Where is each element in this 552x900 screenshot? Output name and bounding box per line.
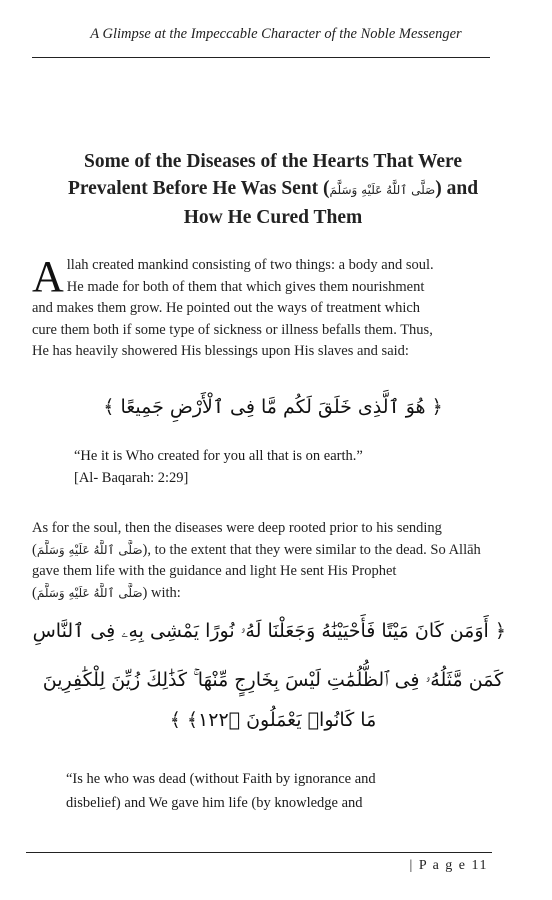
drop-cap: A <box>32 252 64 301</box>
paragraph-line: As for the soul, then the diseases were deep rooted prior to his sending <box>32 520 442 536</box>
chapter-title <box>40 148 506 231</box>
translation-line: disbelief) and We gave him life (by knowledge and <box>66 795 363 811</box>
page-number: | P a g e 11 <box>409 858 488 873</box>
paragraph-line: He made for both of them that which gives them nourishment <box>66 278 425 295</box>
translation-line: “Is he who was dead (without Faith by ignorance and <box>66 771 376 787</box>
paragraph-line: He has heavily showered His blessings upon His slaves and said: <box>32 343 409 359</box>
paragraph-intro <box>32 252 488 363</box>
chapter-title-line-1: Some of the Diseases of the Hearts That Were <box>83 151 463 172</box>
chapter-title-line-2b: ) and <box>435 178 479 199</box>
verse-translation <box>66 767 486 815</box>
paren-open: ( <box>32 541 37 558</box>
paragraph-line: llah created mankind consisting of two things: a body and soul. <box>66 257 434 273</box>
paragraph-line: cure them both if some type of sickness or illness befalls them. Thus, <box>32 321 433 338</box>
paragraph-line-rest: ), to the extent that they were similar to the dead. So Allāh <box>142 541 481 558</box>
salawat-glyph: صَلَّى ٱللَّهُ عَلَيْهِ وَسَلَّمَ <box>36 585 143 600</box>
quran-verse-line-2: كَمَن مَّثَلُهُۥ فِى ٱلظُّلُمَٰتِ لَيْسَ بِخَارِجٍ مِّنْهَا ۚ كَذَٰلِكَ زُيِّنَ لِلْكَٰفِرِينَ <box>42 669 504 691</box>
salawat-glyph: صَلَّى ٱللَّهُ عَلَيْهِ وَسَلَّمَ <box>36 542 143 557</box>
paragraph-line-rest: ) with: <box>142 584 181 601</box>
chapter-title-line-2a: Prevalent Before He Was Sent ( <box>67 178 330 199</box>
footer-divider <box>26 852 492 853</box>
verse-translation <box>74 445 474 489</box>
paragraph-line: and makes them grow. He pointed out the ways of treatment which <box>32 300 421 316</box>
chapter-title-line-3: How He Cured Them <box>183 207 363 228</box>
quran-verse-line-3: مَا كَانُوا۟ يَعْمَلُونَ ﴿١٢٢﴾ ﴾ <box>169 709 377 731</box>
salawat-glyph: صَلَّى ٱللَّهُ عَلَيْهِ وَسَلَّمَ <box>329 183 436 197</box>
chapter-title-line-2 <box>40 175 506 204</box>
header-divider <box>32 57 490 58</box>
paragraph-line: gave them life with the guidance and light He sent His Prophet <box>32 563 397 579</box>
verse-reference: [Al- Baqarah: 2:29] <box>74 470 189 486</box>
paragraph-soul <box>32 518 488 604</box>
paren-open: ( <box>32 584 37 601</box>
paragraph-line <box>32 540 488 562</box>
translation-text: “He it is Who created for you all that is on earth.” <box>74 448 363 464</box>
running-header-title: A Glimpse at the Impeccable Character of the Noble Messenger <box>90 26 462 42</box>
paragraph-line <box>32 583 488 605</box>
quran-verse-line-1: ﴿ أَوَمَن كَانَ مَيْتًا فَأَحْيَيْنَٰهُ وَجَعَلْنَا لَهُۥ نُورًا يَمْشِى بِهِۦ فِى ٱلنَّاسِ <box>32 620 506 642</box>
quran-verse-arabic: ﴿ هُوَ ٱلَّذِى خَلَقَ لَكُم مَّا فِى ٱلْأَرْضِ جَمِيعًا ﴾ <box>103 396 443 418</box>
